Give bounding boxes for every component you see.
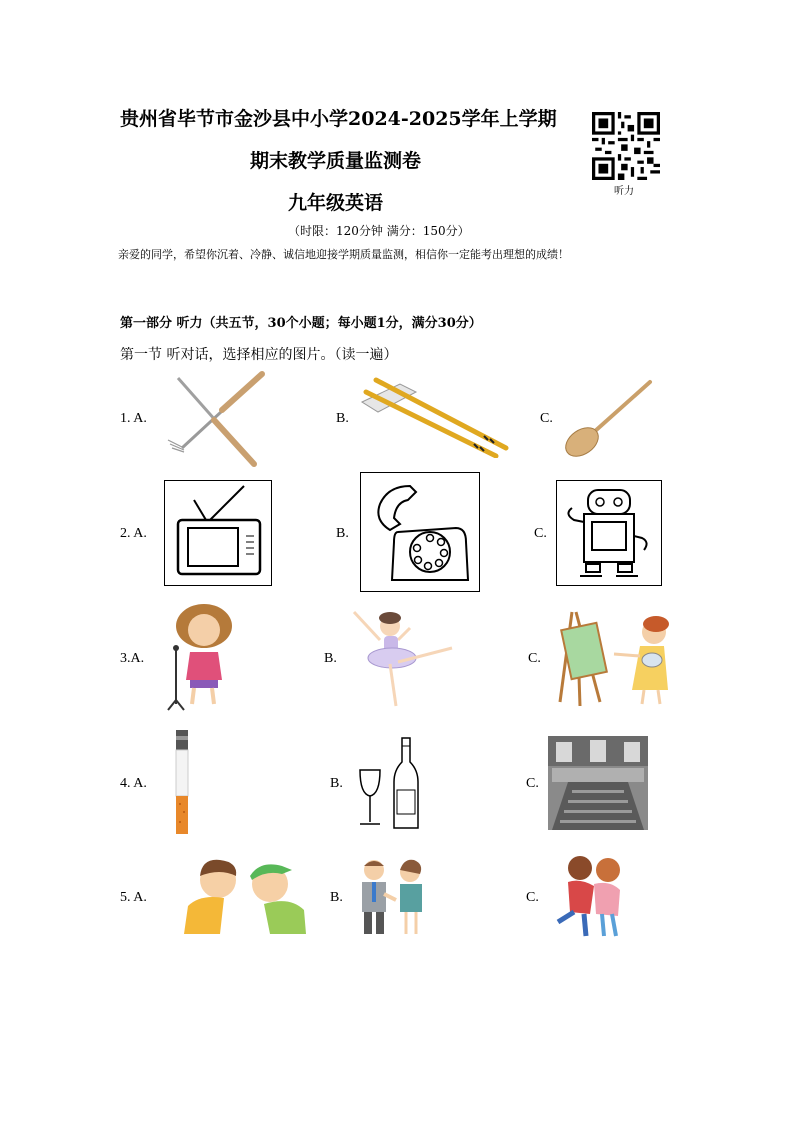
question-5-option-c: C.: [526, 890, 539, 905]
fork-knife-icon[interactable]: [162, 370, 268, 468]
qr-code-icon[interactable]: [592, 112, 660, 180]
cigarette-icon[interactable]: [170, 726, 194, 838]
handshake-icon[interactable]: [354, 856, 432, 936]
encouragement-text: 亲爱的同学，希望你沉着、冷静、诚信地迎接学期质量监测，相信你一定能考出理想的成绩！: [118, 248, 569, 261]
question-4-label: 4. A.: [120, 776, 147, 791]
hugging-girls-icon[interactable]: [550, 852, 636, 940]
question-1-option-b: B.: [336, 411, 349, 426]
question-4-option-b: B.: [330, 776, 343, 791]
singing-girl-icon[interactable]: [160, 600, 242, 712]
spoon-icon[interactable]: [560, 378, 654, 458]
question-1-label: 1. A.: [120, 411, 147, 426]
bowing-boys-icon[interactable]: [180, 854, 310, 936]
question-3-option-c: C.: [528, 651, 541, 666]
title-line2: 期末教学质量监测卷: [250, 150, 422, 172]
robot-icon[interactable]: [556, 480, 662, 586]
part-title: 第一部分 听力（共五节，30个小题；每小题1分，满分30分）: [120, 316, 482, 331]
title-line1: 贵州省毕节市金沙县中小学2024-2025学年上学期: [120, 108, 557, 130]
wine-bottle-glass-icon[interactable]: [354, 734, 420, 832]
title-line3: 九年级英语: [288, 192, 384, 214]
question-1-option-c: C.: [540, 411, 553, 426]
subsection-title: 第一节 听对话，选择相应的图片。（读一遍）: [120, 347, 398, 363]
question-2-option-b: B.: [336, 526, 349, 541]
question-2-label: 2. A.: [120, 526, 147, 541]
chopsticks-icon[interactable]: [356, 372, 510, 458]
question-2-option-c: C.: [534, 526, 547, 541]
ballet-dancer-icon[interactable]: [350, 606, 456, 710]
question-5-label: 5. A.: [120, 890, 147, 905]
qr-caption: 听力: [614, 186, 634, 197]
time-info: （时限：120分钟 满分：150分）: [288, 224, 470, 238]
question-3-label: 3.A.: [120, 651, 145, 666]
question-4-option-c: C.: [526, 776, 539, 791]
question-3-option-b: B.: [324, 651, 337, 666]
tv-icon[interactable]: [164, 480, 272, 586]
question-5-option-b: B.: [330, 890, 343, 905]
meeting-hall-photo[interactable]: [548, 736, 648, 830]
telephone-icon[interactable]: [360, 472, 480, 592]
painting-girl-icon[interactable]: [552, 606, 672, 710]
